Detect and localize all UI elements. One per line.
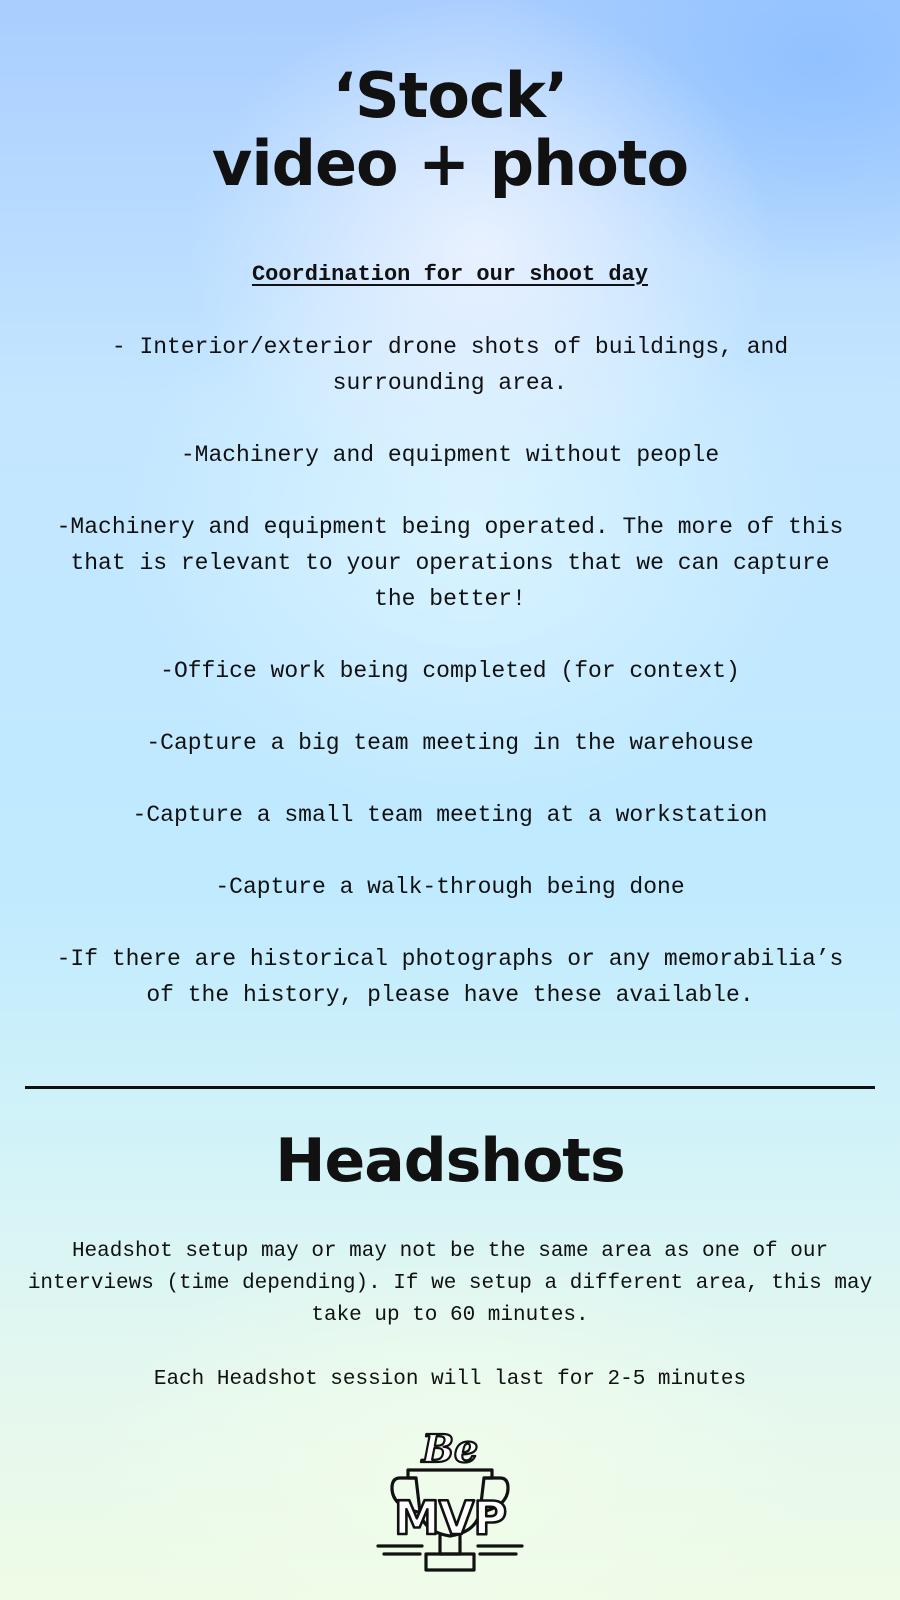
list-item: -Capture a small team meeting at a workstation (132, 802, 768, 828)
list-item: -Machinery and equipment being operated. The more of this that is relevant to your operations that we can capture the better! (56, 514, 844, 612)
trophy-logo-icon (370, 1420, 530, 1588)
list-item: -Capture a big team meeting in the warehouse (146, 730, 754, 756)
title-line-1: ‘Stock’ (332, 59, 568, 132)
title-line-2: video + photo (211, 127, 689, 200)
headshots-title: Headshots (275, 1126, 625, 1196)
coordination-heading: Coordination for our shoot day (251, 262, 649, 287)
list-item: - Interior/exterior drone shots of buildings, and surrounding area. (111, 334, 789, 396)
list-item: -Capture a walk-through being done (215, 874, 685, 900)
logo-letters: MVP (393, 1491, 507, 1545)
list-item: -Machinery and equipment without people (180, 442, 720, 468)
logo-script-text: Be (421, 1426, 479, 1471)
page-title (0, 59, 900, 200)
list-item: -Office work being completed (for context) (160, 658, 740, 684)
headshots-setup-text: Headshot setup may or may not be the same area as one of our interviews (time depending). If we setup a different area, this may take up to 60 minutes. (27, 1240, 873, 1327)
headshots-session-text: Each Headshot session will last for 2-5 minutes (153, 1368, 747, 1391)
list-item: -If there are historical photographs or any memorabilia’s of the history, please have these available. (56, 946, 844, 1008)
shot-list (55, 329, 845, 1049)
section-divider (25, 1086, 875, 1089)
